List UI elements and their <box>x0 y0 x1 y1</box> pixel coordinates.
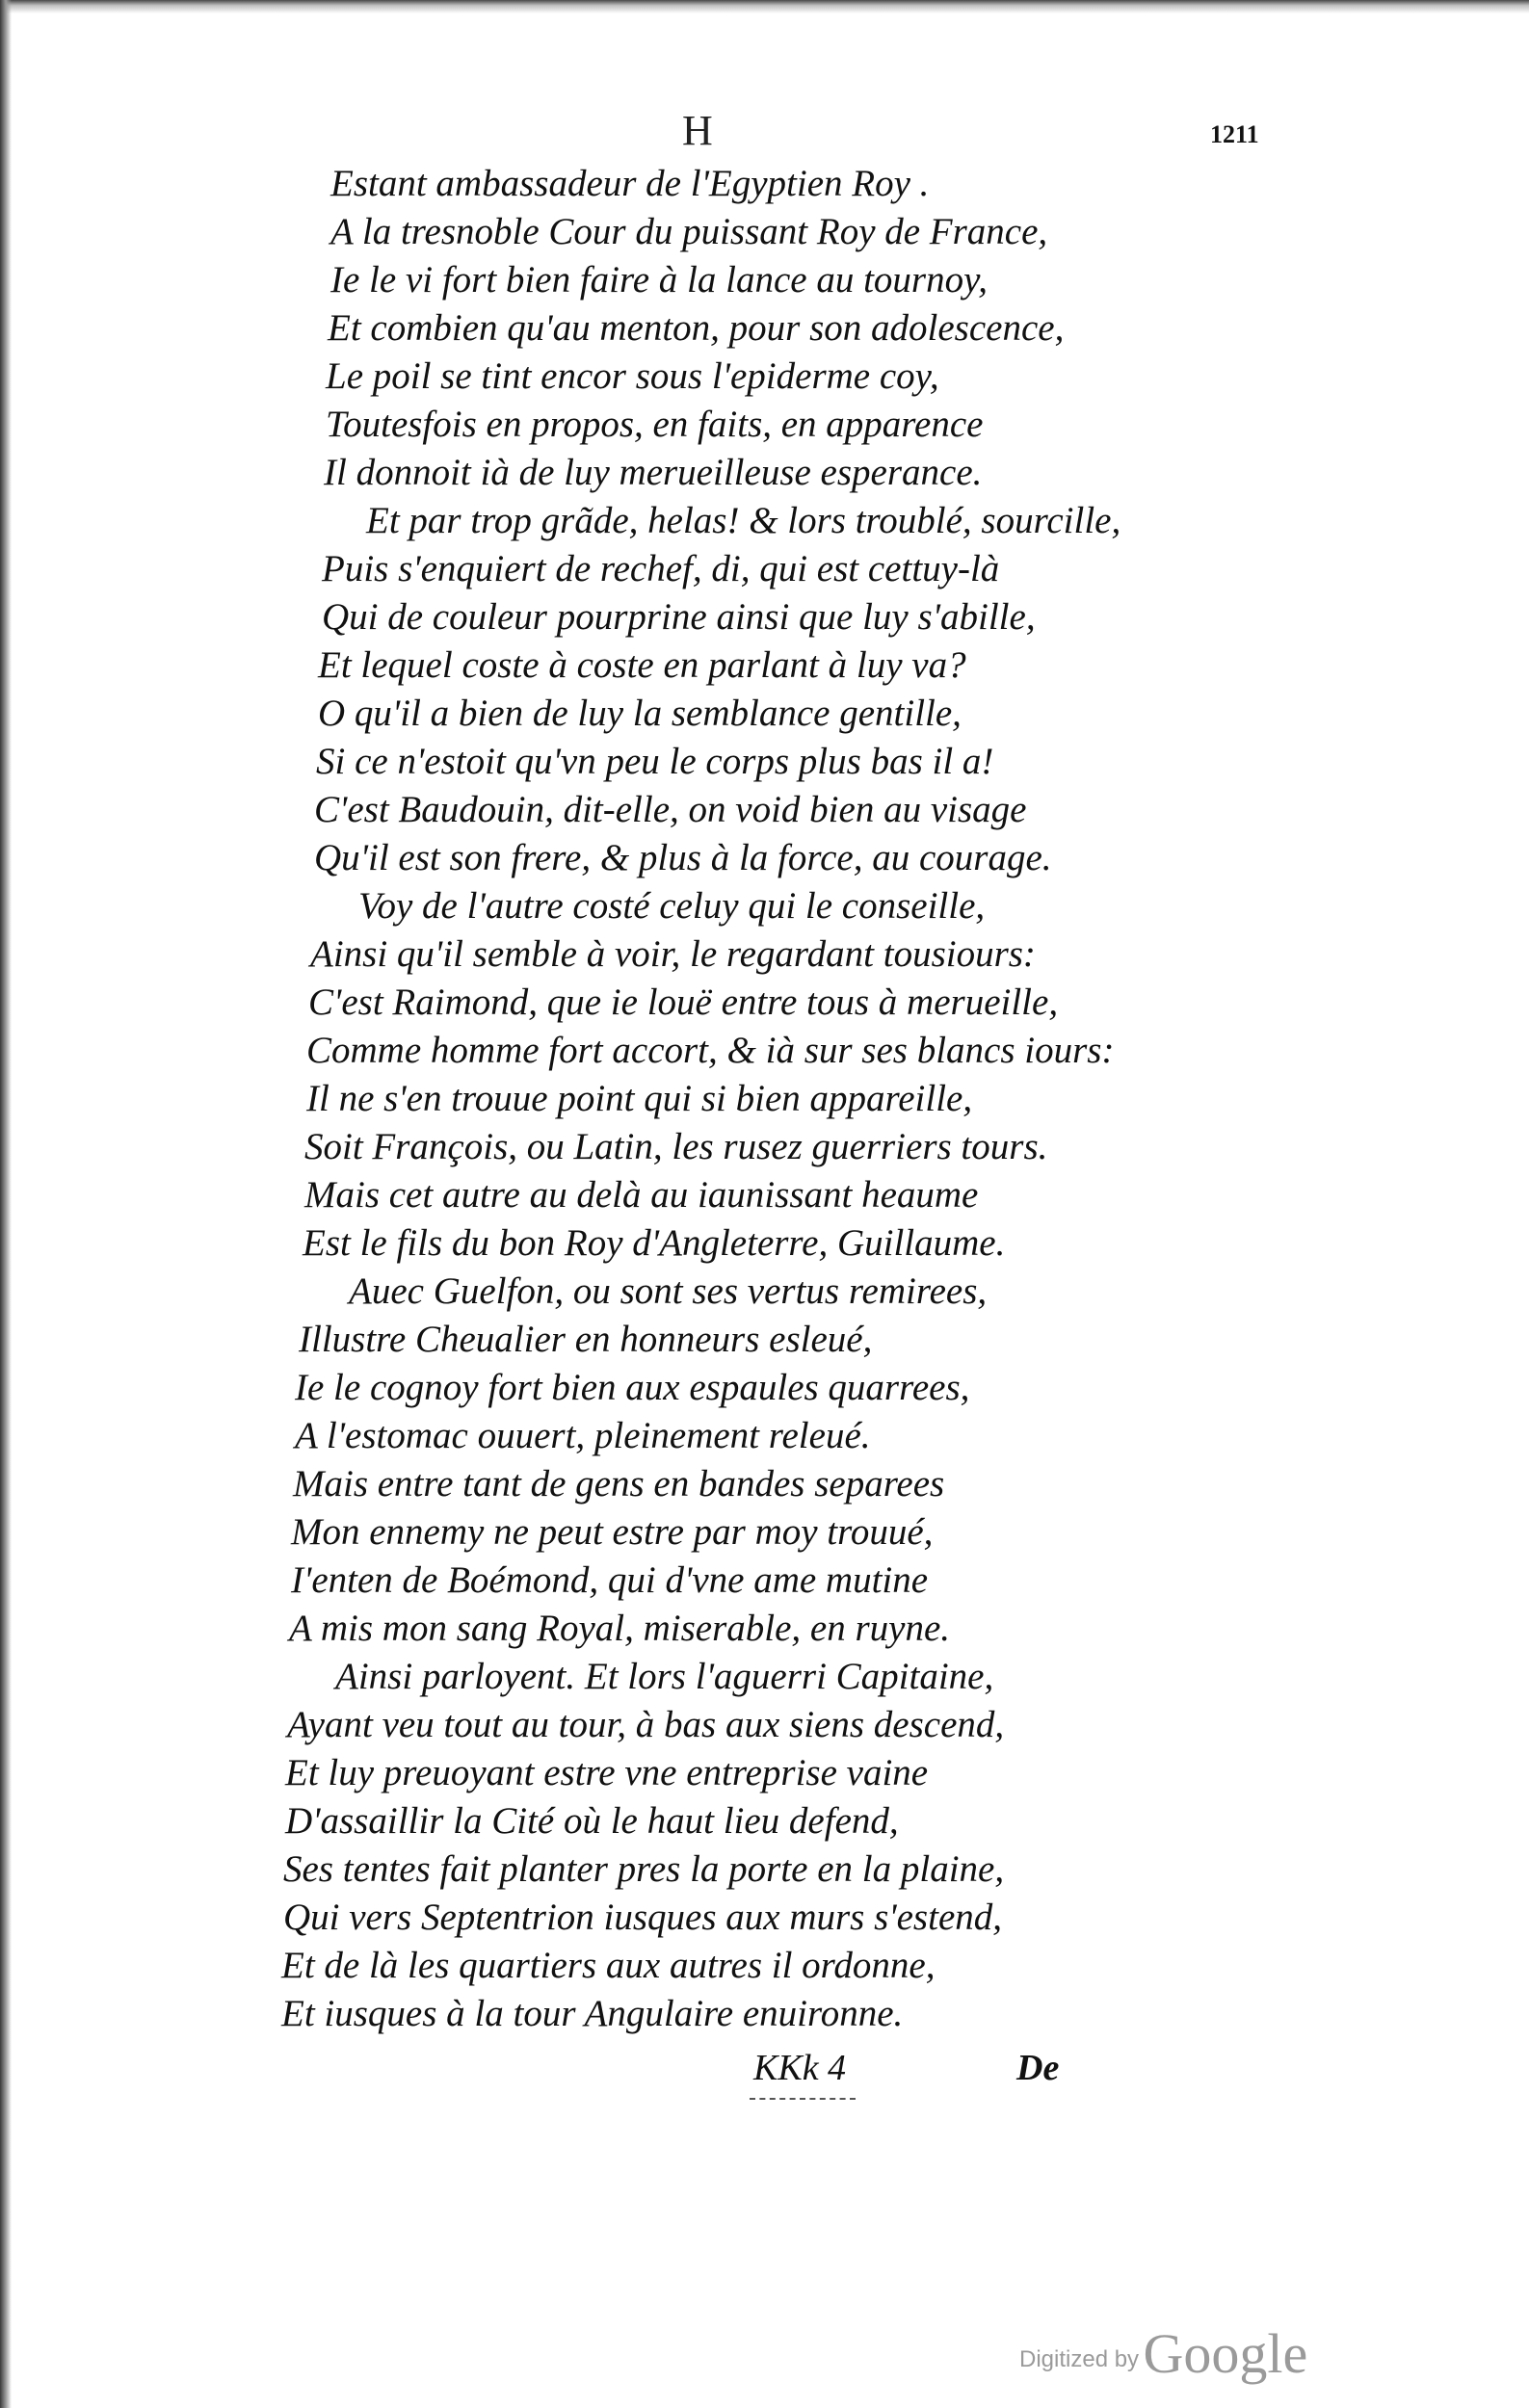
verse-line: Le poil se tint encor sous l'epiderme coy, <box>326 355 939 397</box>
catchword: De <box>1016 2048 1060 2088</box>
verse-line: Mais cet autre au delà au iaunissant heaume <box>304 1174 979 1216</box>
verse-line: Et combien qu'au menton, pour son adolescence, <box>328 307 1065 349</box>
signature-mark: KKk 4 <box>753 2048 847 2088</box>
verse-line: Et de là les quartiers aux autres il ordonne, <box>281 1945 936 1986</box>
google-logo: Google <box>1143 2322 1308 2385</box>
verse-line: Si ce n'estoit qu'vn peu le corps plus bas il a! <box>316 741 994 782</box>
verse-line: Ayant veu tout au tour, à bas aux siens descend, <box>287 1704 1005 1745</box>
digitized-watermark <box>1019 2321 1307 2386</box>
verse-line: C'est Baudouin, dit-elle, on void bien au visage <box>314 789 1027 830</box>
verse-line: C'est Raimond, que ie louë entre tous à merueille, <box>308 982 1059 1023</box>
verse-line: Comme homme fort accort, & ià sur ses blancs iours: <box>306 1030 1115 1071</box>
verse-line: Auec Guelfon, ou sont ses vertus remirees, <box>349 1270 988 1312</box>
verse-line: D'assaillir la Cité où le haut lieu defend, <box>285 1800 899 1842</box>
verse-line: Soit François, ou Latin, les rusez guerriers tours. <box>304 1126 1048 1167</box>
running-header-letter: H <box>682 107 713 154</box>
verse-line: Toutesfois en propos, en faits, en apparence <box>326 404 984 445</box>
watermark-prefix: Digitized by <box>1019 2346 1140 2372</box>
page-number: 1211 <box>1210 120 1259 148</box>
signature-underline <box>750 2098 856 2100</box>
verse-line: Et lequel coste à coste en parlant à luy va? <box>318 644 966 686</box>
verse-line: Mais entre tant de gens en bandes separees <box>293 1463 945 1505</box>
verse-line: Ie le vi fort bien faire à la lance au tournoy, <box>330 259 989 301</box>
verse-line: Puis s'enquiert de rechef, di, qui est cettuy-là <box>322 548 1000 589</box>
verse-line: Ses tentes fait planter pres la porte en la plaine, <box>283 1848 1005 1890</box>
verse-line: Mon ennemy ne peut estre par moy trouué, <box>291 1511 934 1553</box>
verse-line: Ainsi parloyent. Et lors l'aguerri Capitaine, <box>335 1656 994 1697</box>
verse-line: A la tresnoble Cour du puissant Roy de France, <box>330 211 1048 252</box>
verse-line: Qui vers Septentrion iusques aux murs s'estend, <box>283 1897 1003 1938</box>
verse-line: O qu'il a bien de luy la semblance gentille, <box>318 693 962 734</box>
verse-line: Estant ambassadeur de l'Egyptien Roy . <box>330 163 930 204</box>
verse-line: Est le fils du bon Roy d'Angleterre, Guillaume. <box>303 1222 1006 1264</box>
verse-line: Qu'il est son frere, & plus à la force, au courage. <box>314 837 1052 878</box>
verse-line: Il ne s'en trouue point qui si bien appareille, <box>306 1078 973 1119</box>
verse-line: Ie le cognoy fort bien aux espaules quarrees, <box>295 1367 970 1408</box>
verse-line: Ainsi qu'il semble à voir, le regardant tousiours: <box>310 933 1036 975</box>
verse-line: I'enten de Boémond, qui d'vne ame mutine <box>291 1559 929 1601</box>
verse-line: Et par trop grãde, helas! & lors troublé, sourcille, <box>366 500 1121 541</box>
verse-line: A mis mon sang Royal, miserable, en ruyne. <box>289 1608 951 1649</box>
verse-line: Il donnoit ià de luy merueilleuse esperance. <box>324 452 983 493</box>
verse-line: Qui de couleur pourprine ainsi que luy s'abille, <box>322 596 1036 638</box>
verse-line: Voy de l'autre costé celuy qui le conseille, <box>358 885 986 927</box>
verse-line: Et luy preuoyant estre vne entreprise vaine <box>285 1752 929 1793</box>
verse-line: A l'estomac ouuert, pleinement releué. <box>295 1415 871 1456</box>
verse-line: Et iusques à la tour Angulaire enuironne. <box>281 1993 904 2034</box>
verse-line: Illustre Cheualier en honneurs esleué, <box>299 1319 873 1360</box>
